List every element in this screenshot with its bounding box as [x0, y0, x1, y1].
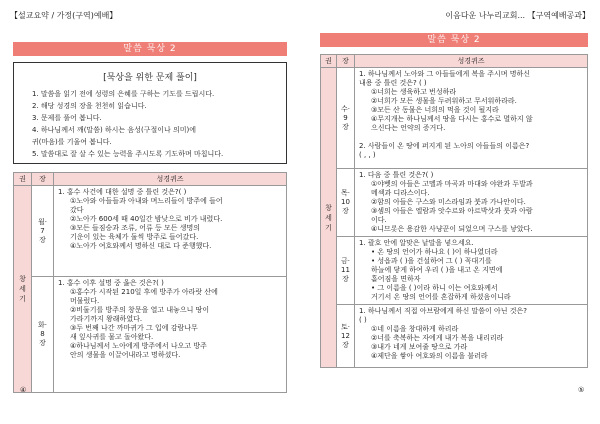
answer-option: ④하나님께서 노아에게 방주에서 나오고 방주: [70, 342, 207, 350]
answer-option: ④니므롯은 용감한 사냥꾼이 되었으며 구스를 낳았다.: [371, 225, 533, 233]
answer-option: • 성읍과 ( )을 건설하여 그 ( ) 꼭대기를: [371, 257, 492, 265]
table-row: [321, 237, 588, 305]
chapter-cell: [337, 237, 355, 305]
answer-option: ①노아와 아들들과 아내와 며느리들이 방주에 들어: [70, 197, 223, 205]
page-title: 말씀 묵상 2: [13, 42, 287, 56]
instruction-item: 4. 하나님께서 깨(말씀) 하시는 음성(구절이나 의미)에: [32, 126, 196, 134]
book-name: 창세기: [325, 203, 332, 232]
answer-option: ③두 번째 나간 까마귀가 그 입에 감람나무: [70, 324, 198, 332]
question-line: ( , , ): [359, 151, 376, 159]
question-line: 1. 홍수 이후 설명 중 옳은 것은?( ): [58, 279, 164, 287]
answer-option: 거기서 온 땅의 언어를 혼잡하게 하셨음이니라: [371, 293, 511, 301]
right-page: [300, 0, 600, 424]
instruction-item: 5. 말씀대로 잘 살 수 있는 능력을 주시도록 기도하며 마칩니다.: [32, 150, 224, 158]
book-name: 창세기: [19, 275, 26, 303]
chapter-label: 금·11장: [341, 257, 350, 283]
page-title: 말씀 묵상 2: [320, 33, 588, 47]
question-line: [359, 133, 583, 142]
chapter-cell: [32, 186, 54, 277]
table-row: [321, 68, 588, 169]
chapter-cell: [337, 68, 355, 169]
answer-option: ②노아가 600세 때 40일간 밤낮으로 비가 내렸다.: [70, 215, 223, 223]
answer-option: 메섹과 디라스이다.: [371, 189, 430, 197]
question-cell: [355, 237, 588, 305]
question-line: 1. 괄호 안에 알맞은 낱말을 넣으세요.: [359, 239, 474, 247]
question-cell: [54, 277, 287, 393]
quiz-table: [13, 172, 287, 393]
question-cell: [355, 68, 588, 169]
answer-option: 새 잎사귀를 물고 돌아왔다.: [70, 333, 154, 341]
answer-option: ④무지개는 하나님께서 땅을 다시는 홍수로 멸하지 않: [371, 115, 533, 123]
chapter-cell: [337, 305, 355, 368]
chapter-cell: [337, 169, 355, 237]
header-chapter: 장: [337, 55, 355, 68]
question-text: [359, 307, 583, 361]
question-cell: [355, 305, 588, 368]
answer-option: ②너를 축복하는 자에게 내가 복을 내리리라: [371, 334, 504, 342]
answer-option: ③내가 네게 보여줄 땅으로 가라: [371, 343, 468, 351]
chapter-cell: [32, 277, 54, 393]
answer-option: ①야벳의 아들은 고멜과 마곡과 마대와 야완과 두발과: [371, 180, 533, 188]
answer-option: ③모든 산 동물은 너희의 먹을 것이 될지라: [371, 106, 499, 114]
table-row: [14, 186, 287, 277]
question-line: 2. 사람들이 온 땅에 퍼지게 된 노아의 아들들의 이름은?: [359, 142, 530, 150]
answer-option: 기운이 있는 육체가 둘씩 방주로 들어갔다.: [70, 233, 199, 241]
question-text: [359, 70, 583, 160]
question-text: [58, 188, 282, 251]
chapter-label: 월·7장: [38, 217, 47, 244]
answer-option: 머물렀다.: [70, 297, 100, 305]
question-line: 내용 중 틀린 것은? ( ): [359, 79, 427, 87]
header-chapter: 장: [32, 173, 54, 186]
page-header: 【설교요약 / 가정(구역)예배】: [10, 11, 118, 20]
page-header: 이음다운 나누리교회... 【구역예배공과】: [445, 11, 590, 20]
question-text: [359, 239, 583, 302]
chapter-label: 목·10장: [341, 189, 350, 215]
question-cell: [54, 186, 287, 277]
header-quiz: 성경퀴즈: [54, 173, 287, 186]
answer-option: 가라기까지 왕래하였다.: [70, 315, 143, 323]
answer-option: 흩어짐을 면하자: [371, 275, 421, 283]
question-line: 1. 하나님께서 직접 아브람에게 하신 말씀이 아닌 것은?: [359, 307, 527, 315]
header-book: 권: [321, 55, 337, 68]
table-row: [321, 169, 588, 237]
answer-option: ①홍수가 시작된 210일 후에 방주가 아라랏 산에: [70, 288, 218, 296]
table-row: [14, 277, 287, 393]
book-cell: [321, 68, 337, 368]
page-number: ⑤: [578, 386, 585, 394]
question-line: ( ): [359, 316, 367, 324]
answer-option: 갔다: [70, 206, 84, 214]
question-cell: [355, 169, 588, 237]
question-line: 1. 홍수 사건에 대한 설명 중 틀린 것은?( ): [58, 188, 187, 196]
instruction-item: 2. 해당 성경의 장을 천천히 읽습니다.: [32, 102, 147, 110]
quiz-table-header: [321, 55, 588, 68]
answer-option: ①너희는 생육하고 번성하라: [371, 88, 457, 96]
question-text: [58, 279, 282, 360]
answer-option: ①네 이름을 창대하게 하리라: [371, 325, 459, 333]
answer-option: • 온 땅의 언어가 하나요 ( )이 하나였더라: [371, 248, 498, 256]
instruction-heading: [묵상을 위한 문제 풀이]: [103, 73, 197, 83]
quiz-table-header: [14, 173, 287, 186]
answer-option: 안의 생물을 이끌어내라고 명하셨다.: [70, 351, 181, 359]
answer-option: ④제단을 쌓아 여호와의 이름을 불러라: [371, 352, 488, 360]
answer-option: ②함의 아들은 구스와 미스라임과 붓과 가나안이다.: [371, 198, 526, 206]
answer-option: 하늘에 닿게 하여 우리 ( )을 내고 온 지면에: [371, 266, 503, 274]
answer-option: ③모든 들짐승과 조류, 어류 등 모든 생명의: [70, 224, 201, 232]
instruction-item: 귀(마음)를 기울여 봅니다.: [32, 138, 112, 146]
chapter-label: 수·9장: [341, 104, 350, 131]
quiz-table: [320, 54, 588, 368]
answer-option: ②비둘기를 방주의 창문을 열고 내놓으니 땅이: [70, 306, 210, 314]
instruction-item: 3. 문제를 풀어 봅니다.: [32, 114, 102, 122]
instruction-box: [13, 62, 287, 164]
question-line: 1. 하나님께서 노아와 그 아들들에게 복을 주시며 명하신: [359, 70, 531, 78]
answer-option: ②너희가 모든 생물을 두려워하고 무서워하라라.: [371, 97, 517, 105]
table-row: [321, 305, 588, 368]
answer-option: ③셈의 아들은 엘람과 앗수르와 아르박삿과 룻과 아람: [371, 207, 533, 215]
question-line: 1. 다음 중 틀린 것은?( ): [359, 171, 434, 179]
chapter-label: 토·12장: [341, 322, 350, 349]
answer-option: 으신다는 언약의 증거다.: [371, 124, 446, 132]
page-number: ④: [20, 386, 27, 394]
answer-option: 이다.: [371, 216, 387, 224]
header-book: 권: [14, 173, 32, 186]
chapter-label: 화·8장: [38, 321, 47, 347]
answer-option: ④노아가 여호와께서 명하신 대로 다 준행했다.: [70, 242, 212, 250]
question-text: [359, 171, 583, 234]
book-cell: [14, 186, 32, 393]
instruction-item: 1. 말씀을 읽기 전에 성령의 은혜를 구하는 기도를 드립시다.: [32, 90, 215, 98]
answer-option: • 그 이름을 ( )이라 하니 이는 여호와께서: [371, 284, 498, 292]
header-quiz: 성경퀴즈: [355, 55, 588, 68]
